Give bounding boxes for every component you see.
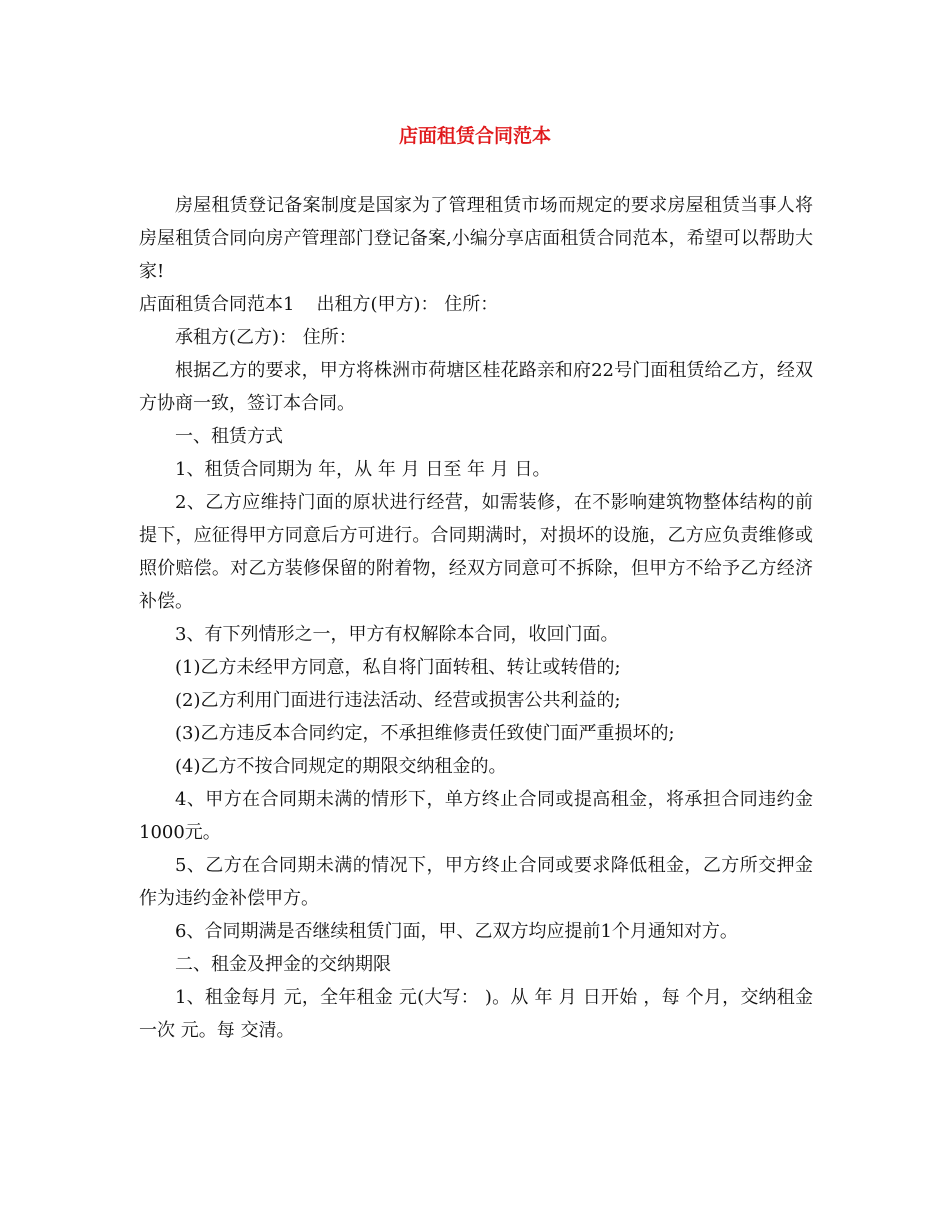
- clause-1-4: 4、甲方在合同期未满的情形下，单方终止合同或提高租金，将承担合同违约金1000元。: [139, 789, 813, 843]
- clause-1-1: 1、租赁合同期为 年，从 年 月 日至 年 月 日。: [175, 459, 551, 480]
- clause-2-1: 1、租金每月 元，全年租金 元(大写： )。从 年 月 日开始 ，每 个月，交纳租金一次 元。每 交清。: [139, 987, 813, 1041]
- clause-1-3-4: (4)乙方不按合同规定的期限交纳租金的。: [175, 756, 507, 777]
- intro-paragraph: 房屋租赁登记备案制度是国家为了管理租赁市场而规定的要求房屋租赁当事人将房屋租赁合同向房产管理部门登记备案,小编分享店面租赁合同范本，希望可以帮助大家!: [139, 195, 813, 282]
- sample-label: 店面租赁合同范本1: [139, 294, 295, 315]
- section-1-heading: 一、租赁方式: [175, 426, 283, 447]
- document-body: [139, 189, 813, 1047]
- basis-paragraph: 根据乙方的要求，甲方将株洲市荷塘区桂花路亲和府22号门面租赁给乙方，经双方协商一致，签订本合同。: [139, 360, 813, 414]
- clause-1-5: 5、乙方在合同期未满的情况下，甲方终止合同或要求降低租金，乙方所交押金作为违约金补偿甲方。: [139, 855, 813, 909]
- section-2-heading: 二、租金及押金的交纳期限: [175, 954, 391, 975]
- clause-1-3-2: (2)乙方利用门面进行违法活动、经营或损害公共利益的;: [175, 690, 621, 711]
- document-title: 店面租赁合同范本: [398, 125, 551, 147]
- clause-1-3-3: (3)乙方违反本合同约定，不承担维修责任致使门面严重损坏的;: [175, 723, 675, 744]
- lessor-line: 出租方(甲方)： 住所：: [316, 294, 499, 315]
- clause-1-3-1: (1)乙方未经甲方同意，私自将门面转租、转让或转借的;: [175, 657, 621, 678]
- clause-1-3: 3、有下列情形之一，甲方有权解除本合同，收回门面。: [175, 624, 619, 645]
- clause-1-2: 2、乙方应维持门面的原状进行经营，如需装修，在不影响建筑物整体结构的前提下，应征得甲方同意后方可进行。合同期满时，对损坏的设施，乙方应负责维修或照价赔偿。对乙方装修保留的附着物，经双方同意可不拆除，但甲方不给予乙方经济补偿。: [139, 492, 813, 612]
- lessee-line: 承租方(乙方)： 住所：: [175, 327, 357, 348]
- parties-line-lessor: [139, 288, 813, 321]
- clause-1-6: 6、合同期满是否继续租赁门面，甲、乙双方均应提前1个月通知对方。: [175, 921, 738, 942]
